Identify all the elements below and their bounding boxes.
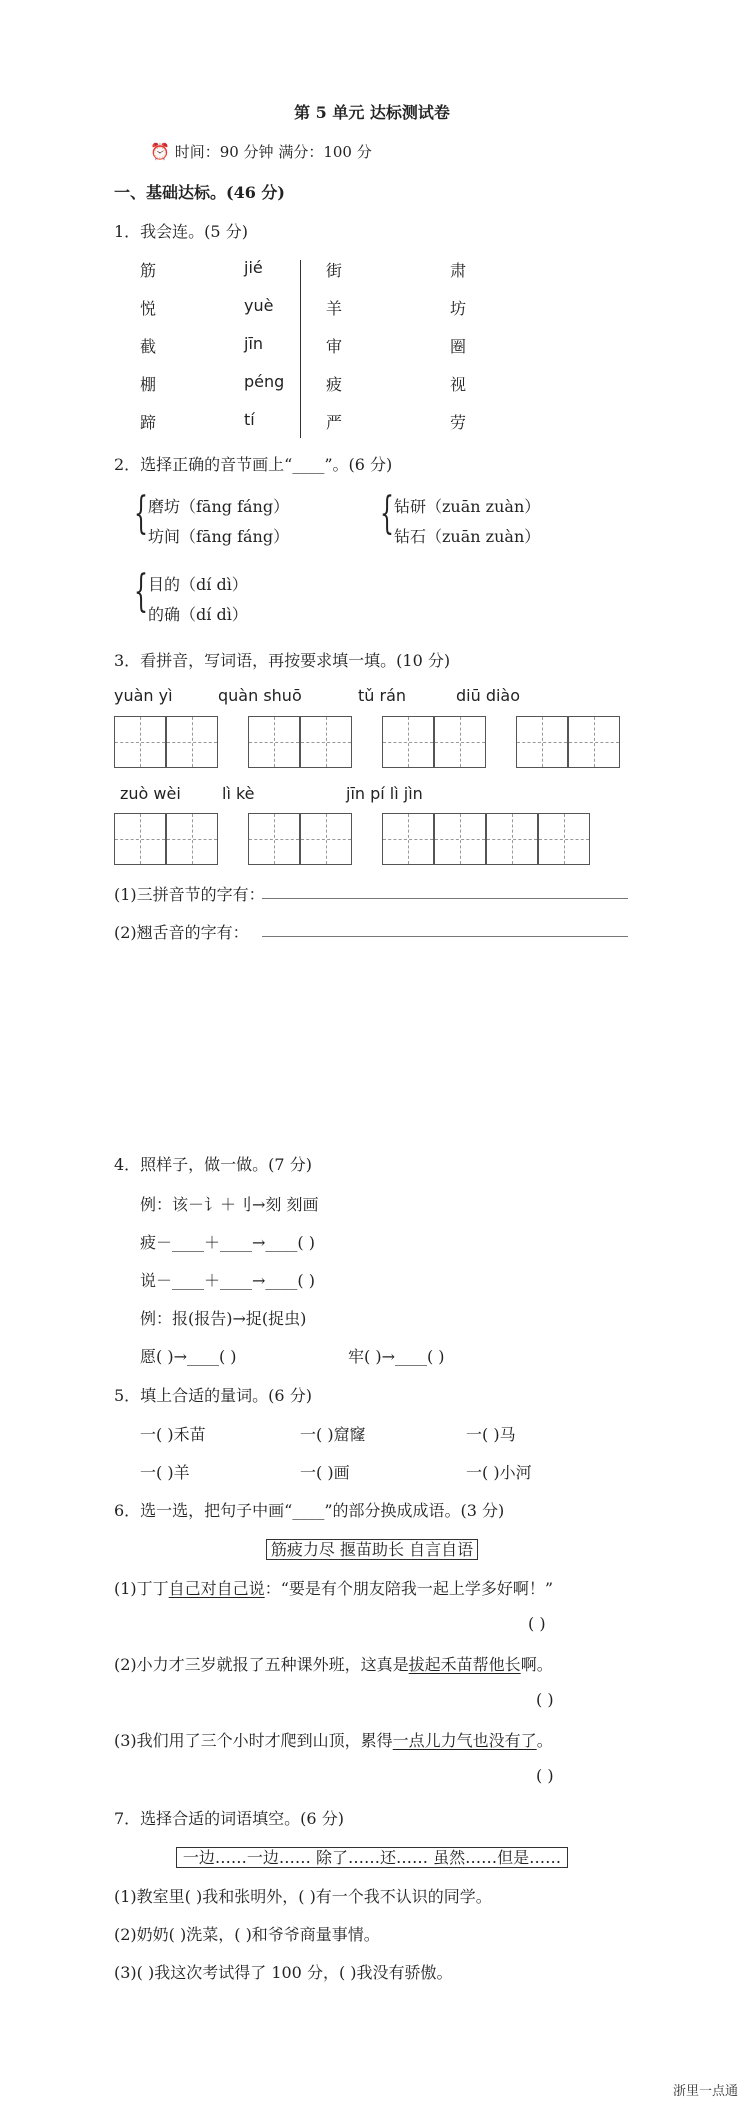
q3-prompt: 3．看拼音，写词语，再按要求填一填。(10 分) [114,651,451,670]
page-title: 第 5 单元 达标测试卷 [294,103,450,122]
q1-col3-item[interactable]: 羊 [326,299,343,318]
q5-item: 一( )禾苗 [140,1425,206,1444]
q5-prompt: 5．填上合适的量词。(6 分) [114,1386,312,1405]
writing-cell[interactable] [568,716,620,768]
q1-col2-item[interactable]: tí [244,410,255,429]
q7-prompt: 7．选择合适的词语填空。(6 分) [114,1809,344,1828]
q7-sentence-1: (1)教室里( )我和张明外，( )有一个我不认识的同学。 [114,1887,492,1906]
q4-line-3b: 牢( )→____( ) [348,1347,445,1366]
q5-item: 一( )小河 [466,1463,532,1482]
q1-divider [300,260,301,438]
q4-example-1: 例：该－讠＋刂→刻 刻画 [140,1195,319,1214]
writing-cell[interactable] [300,813,352,865]
q1-col4-item[interactable]: 圈 [450,337,467,356]
q1-col4-item[interactable]: 肃 [450,261,467,280]
q1-prompt: 1．我会连。(5 分) [114,222,248,241]
writing-cell[interactable] [382,813,434,865]
writing-cell[interactable] [538,813,590,865]
q3-pinyin-3: tǔ rán [358,686,407,705]
q5-item: 一( )羊 [140,1463,190,1482]
writing-cell[interactable] [248,813,300,865]
writing-cell[interactable] [114,813,166,865]
q5-item: 一( )窟窿 [300,1425,366,1444]
q3-sub1-blank[interactable] [262,898,628,899]
q1-col4-item[interactable]: 视 [450,375,467,394]
q6-sentence-1: (1)丁丁自己对自己说：“要是有个朋友陪我一起上学多好啊！” [114,1579,554,1598]
q1-col2-item[interactable]: jié [244,258,263,277]
q5-item: 一( )马 [466,1425,516,1444]
footer-watermark: 浙里一点通 [672,2084,738,2099]
time-info: ⏰ 时间：90 分钟 满分：100 分 [150,142,372,161]
q3-pinyin-2: quàn shuō [218,686,302,705]
q3-pinyin-5: zuò wèi [120,784,181,803]
q4-prompt: 4．照样子，做一做。(7 分) [114,1155,312,1174]
q3-pinyin-1: yuàn yì [114,686,173,705]
brace-a: { [134,488,148,539]
writing-cell[interactable] [114,716,166,768]
q4-line-2: 说－____＋____→____( ) [140,1271,315,1290]
q2-c1: 目的（dí dì） [148,575,248,594]
q1-col4-item[interactable]: 坊 [450,299,467,318]
q6-answer-1[interactable]: ( ) [528,1614,546,1633]
q4-example-2: 例：报(报告)→捉(捉虫) [140,1309,307,1328]
q3-pinyin-4: diū diào [456,686,521,705]
q1-col4-item[interactable]: 劳 [450,413,467,432]
writing-cell[interactable] [166,813,218,865]
writing-cell[interactable] [434,813,486,865]
q4-line-3a: 愿( )→____( ) [140,1347,237,1366]
clock-icon: ⏰ [150,142,170,161]
q1-col3-item[interactable]: 严 [326,413,343,432]
q1-col3-item[interactable]: 街 [326,261,343,280]
writing-cell[interactable] [300,716,352,768]
q1-col1-item[interactable]: 截 [140,337,157,356]
q3-pinyin-7: jīn pí lì jìn [346,784,423,803]
q3-sub1: (1)三拼音节的字有： [114,885,265,904]
q2-prompt: 2．选择正确的音节画上“____”。(6 分) [114,455,393,474]
writing-cell[interactable] [486,813,538,865]
writing-cell[interactable] [434,716,486,768]
writing-cell[interactable] [166,716,218,768]
q1-col2-item[interactable]: yuè [244,296,274,315]
q5-item: 一( )画 [300,1463,350,1482]
q1-col1-item[interactable]: 筋 [140,261,157,280]
q3-sub2: (2)翘舌音的字有： [114,923,249,942]
q6-prompt: 6．选一选，把句子中画“____”的部分换成成语。(3 分) [114,1501,505,1520]
q1-col2-item[interactable]: péng [244,372,285,391]
q6-word-box: 筋疲力尽 揠苗助长 自言自语 [266,1539,478,1560]
q7-word-box-wrap [0,1845,744,1868]
writing-cell[interactable] [516,716,568,768]
q6-answer-2[interactable]: ( ) [536,1690,554,1709]
q6-word-box-wrap [0,1537,744,1560]
q6-sentence-3: (3)我们用了三个小时才爬到山顶，累得一点儿力气也没有了。 [114,1731,553,1750]
brace-c: { [134,566,148,617]
q1-col3-item[interactable]: 审 [326,337,343,356]
q2-b1: 钻研（zuān zuàn） [394,497,541,516]
q7-word-box: 一边……一边…… 除了……还…… 虽然……但是…… [176,1847,568,1868]
q2-a1: 磨坊（fāng fáng） [148,497,290,516]
q4-line-1: 疲－____＋____→____( ) [140,1233,315,1252]
brace-b: { [380,488,394,539]
section-1-heading: 一、基础达标。(46 分) [114,183,285,202]
writing-cell[interactable] [382,716,434,768]
q7-sentence-2: (2)奶奶( )洗菜，( )和爷爷商量事情。 [114,1925,380,1944]
q6-sentence-2: (2)小力才三岁就报了五种课外班，这真是拔起禾苗帮他长啊。 [114,1655,553,1674]
q1-col1-item[interactable]: 棚 [140,375,157,394]
q7-sentence-3: (3)( )我这次考试得了 100 分，( )我没有骄傲。 [114,1963,453,1982]
q2-c2: 的确（dí dì） [148,605,248,624]
q3-pinyin-6: lì kè [222,784,255,803]
writing-cell[interactable] [248,716,300,768]
q1-col1-item[interactable]: 蹄 [140,413,157,432]
q6-answer-3[interactable]: ( ) [536,1766,554,1785]
q3-sub2-blank[interactable] [262,936,628,937]
q1-col2-item[interactable]: jīn [244,334,264,353]
q2-b2: 钻石（zuān zuàn） [394,527,541,546]
q1-col3-item[interactable]: 疲 [326,375,343,394]
q1-col1-item[interactable]: 悦 [140,299,157,318]
q2-a2: 坊间（fāng fáng） [148,527,290,546]
